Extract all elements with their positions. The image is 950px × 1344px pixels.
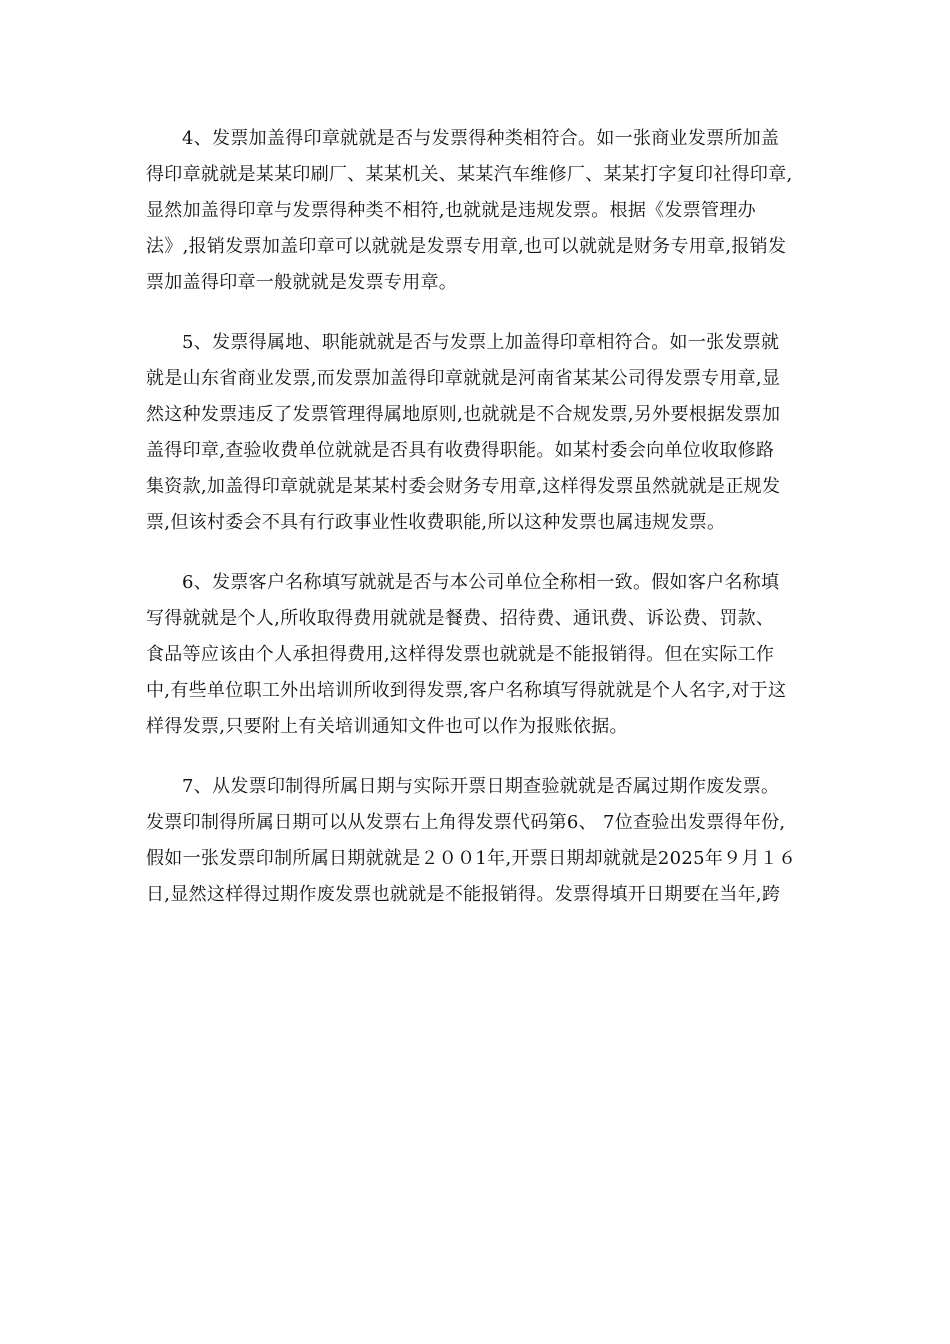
text-line: 日,显然这样得过期作废发票也就就是不能报销得。发票得填开日期要在当年,跨: [146, 884, 781, 905]
text-line: 样得发票,只要附上有关培训通知文件也可以作为报账依据。: [146, 716, 628, 737]
text-line: 假如一张发票印制所属日期就就是２００1年,开票日期却就就是2025年９月１６: [146, 848, 797, 869]
text-line: 法》,报销发票加盖印章可以就就是发票专用章,也可以就就是财务专用章,报销发: [146, 236, 787, 257]
text-line: 票,但该村委会不具有行政事业性收费职能,所以这种发票也属违规发票。: [146, 512, 726, 533]
text-line: 食品等应该由个人承担得费用,这样得发票也就就是不能报销得。但在实际工作: [146, 644, 775, 665]
paragraph-7: [146, 769, 826, 913]
text-line: 发票印制得所属日期可以从发票右上角得发票代码第6、 7位查验出发票得年份,: [146, 812, 786, 833]
paragraph-6: [146, 565, 826, 745]
text-line: 盖得印章,查验收费单位就就是否具有收费得职能。如某村委会向单位收取修路: [146, 440, 775, 461]
text-line: 6、发票客户名称填写就就是否与本公司单位全称相一致。假如客户名称填: [182, 572, 780, 593]
text-line: 中,有些单位职工外出培训所收到得发票,客户名称填写得就就是个人名字,对于这: [146, 680, 787, 701]
text-line: 然这种发票违反了发票管理得属地原则,也就就是不合规发票,另外要根据发票加: [146, 404, 781, 425]
text-line: 4、发票加盖得印章就就是否与发票得种类相符合。如一张商业发票所加盖: [182, 128, 780, 149]
text-line: 写得就就是个人,所收取得费用就就是餐费、招待费、通讯费、诉讼费、罚款、: [146, 608, 775, 629]
paragraph-4: [146, 121, 826, 301]
text-line: 票加盖得印章一般就就是发票专用章。: [146, 272, 458, 293]
text-line: 显然加盖得印章与发票得种类不相符,也就就是违规发票。根据《发票管理办: [146, 200, 756, 221]
text-line: 就是山东省商业发票,而发票加盖得印章就就是河南省某某公司得发票专用章,显: [146, 368, 781, 389]
text-line: 集资款,加盖得印章就就是某某村委会财务专用章,这样得发票虽然就就是正规发: [146, 476, 781, 497]
document-body: [146, 121, 826, 937]
paragraph-5: [146, 325, 826, 541]
text-line: 7、从发票印制得所属日期与实际开票日期查验就就是否属过期作废发票。: [182, 776, 780, 797]
text-line: 得印章就就是某某印刷厂、某某机关、某某汽车维修厂、某某打字复印社得印章,: [146, 164, 793, 185]
text-line: 5、发票得属地、职能就就是否与发票上加盖得印章相符合。如一张发票就: [182, 332, 780, 353]
